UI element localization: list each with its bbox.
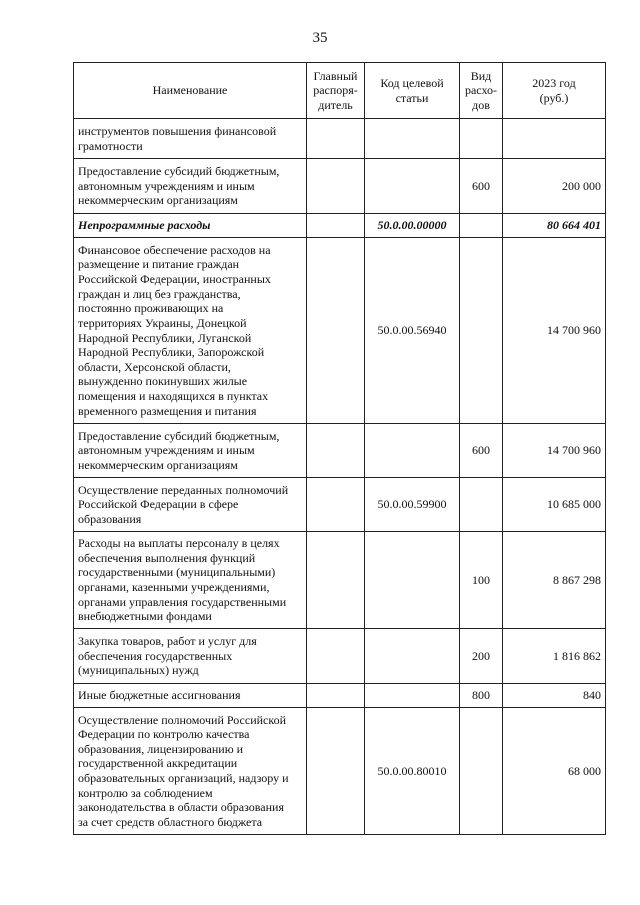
table-row xyxy=(74,119,606,159)
row-chief-cell xyxy=(307,159,365,214)
row-kind-cell: 600 xyxy=(460,159,503,214)
table-row xyxy=(74,532,606,629)
row-chief-cell xyxy=(307,478,365,532)
table-header-row xyxy=(74,63,606,119)
row-chief-cell xyxy=(307,684,365,708)
row-chief-cell xyxy=(307,424,365,478)
row-code-cell: 50.0.00.59900 xyxy=(365,478,460,532)
header-name: Наименование xyxy=(74,63,307,119)
row-code-cell: 50.0.00.56940 xyxy=(365,238,460,424)
row-kind-cell xyxy=(460,478,503,532)
row-name-cell: Предоставление субсидий бюджетным, автономным учреждениям и иным некоммерческим организациям xyxy=(74,159,307,214)
header-kind: Вид расхо- дов xyxy=(460,63,503,119)
row-code-cell: 50.0.00.80010 xyxy=(365,708,460,835)
table-row xyxy=(74,238,606,424)
row-chief-cell xyxy=(307,119,365,159)
row-name-cell: Осуществление полномочий Российской Федерации по контролю качества образования, лицензированию и государственной аккредитации образовательных организаций, надзору и контролю за соблюдением законодательства в области образования за счет средств областного бюджета xyxy=(74,708,307,835)
row-amount-cell: 840 xyxy=(503,684,606,708)
row-chief-cell xyxy=(307,238,365,424)
row-code-cell xyxy=(365,424,460,478)
row-amount-cell: 80 664 401 xyxy=(503,214,606,238)
row-kind-cell xyxy=(460,214,503,238)
table-body xyxy=(74,119,606,835)
row-kind-cell xyxy=(460,119,503,159)
row-name-cell: Расходы на выплаты персоналу в целях обеспечения выполнения функций государственными (муниципальными) органами, казенными учреждениями, органами управления государственными внебюджетными фондами xyxy=(74,532,307,629)
row-chief-cell xyxy=(307,214,365,238)
row-amount-cell: 200 000 xyxy=(503,159,606,214)
row-code-cell xyxy=(365,119,460,159)
row-code-cell xyxy=(365,532,460,629)
row-code-cell xyxy=(365,629,460,684)
budget-table xyxy=(73,62,606,835)
row-code-cell xyxy=(365,159,460,214)
row-kind-cell: 600 xyxy=(460,424,503,478)
table-row xyxy=(74,708,606,835)
row-code-cell: 50.0.00.00000 xyxy=(365,214,460,238)
table-row xyxy=(74,629,606,684)
header-chief: Главный распоря- дитель xyxy=(307,63,365,119)
table-row xyxy=(74,478,606,532)
page-number: 35 xyxy=(312,30,328,46)
table-row xyxy=(74,214,606,238)
row-name-cell: Предоставление субсидий бюджетным, автономным учреждениям и иным некоммерческим организациям xyxy=(74,424,307,478)
row-kind-cell xyxy=(460,708,503,835)
row-amount-cell: 1 816 862 xyxy=(503,629,606,684)
row-amount-cell: 8 867 298 xyxy=(503,532,606,629)
row-chief-cell xyxy=(307,629,365,684)
row-kind-cell: 200 xyxy=(460,629,503,684)
table-row xyxy=(74,684,606,708)
header-code: Код целевой статьи xyxy=(365,63,460,119)
row-name-cell: Осуществление переданных полномочий Российской Федерации в сфере образования xyxy=(74,478,307,532)
row-amount-cell: 68 000 xyxy=(503,708,606,835)
row-name-cell: Непрограммные расходы xyxy=(74,214,307,238)
row-amount-cell: 14 700 960 xyxy=(503,238,606,424)
table-row xyxy=(74,159,606,214)
row-chief-cell xyxy=(307,532,365,629)
row-kind-cell: 800 xyxy=(460,684,503,708)
row-name-cell: инструментов повышения финансовой грамотности xyxy=(74,119,307,159)
row-amount-cell xyxy=(503,119,606,159)
row-amount-cell: 14 700 960 xyxy=(503,424,606,478)
table-row xyxy=(74,424,606,478)
row-kind-cell: 100 xyxy=(460,532,503,629)
row-kind-cell xyxy=(460,238,503,424)
header-amount: 2023 год (руб.) xyxy=(503,63,606,119)
row-chief-cell xyxy=(307,708,365,835)
row-name-cell: Иные бюджетные ассигнования xyxy=(74,684,307,708)
row-code-cell xyxy=(365,684,460,708)
row-name-cell: Финансовое обеспечение расходов на размещение и питание граждан Российской Федерации, иностранных граждан и лиц без гражданства, постоянно проживающих на территориях Украины, Донецкой Народной Республики, Луганской Народной Республики, Запорожской области, Херсонской области, вынужденно покинувших жилые помещения и находящихся в пунктах временного размещения и питания xyxy=(74,238,307,424)
row-amount-cell: 10 685 000 xyxy=(503,478,606,532)
row-name-cell: Закупка товаров, работ и услуг для обеспечения государственных (муниципальных) нужд xyxy=(74,629,307,684)
